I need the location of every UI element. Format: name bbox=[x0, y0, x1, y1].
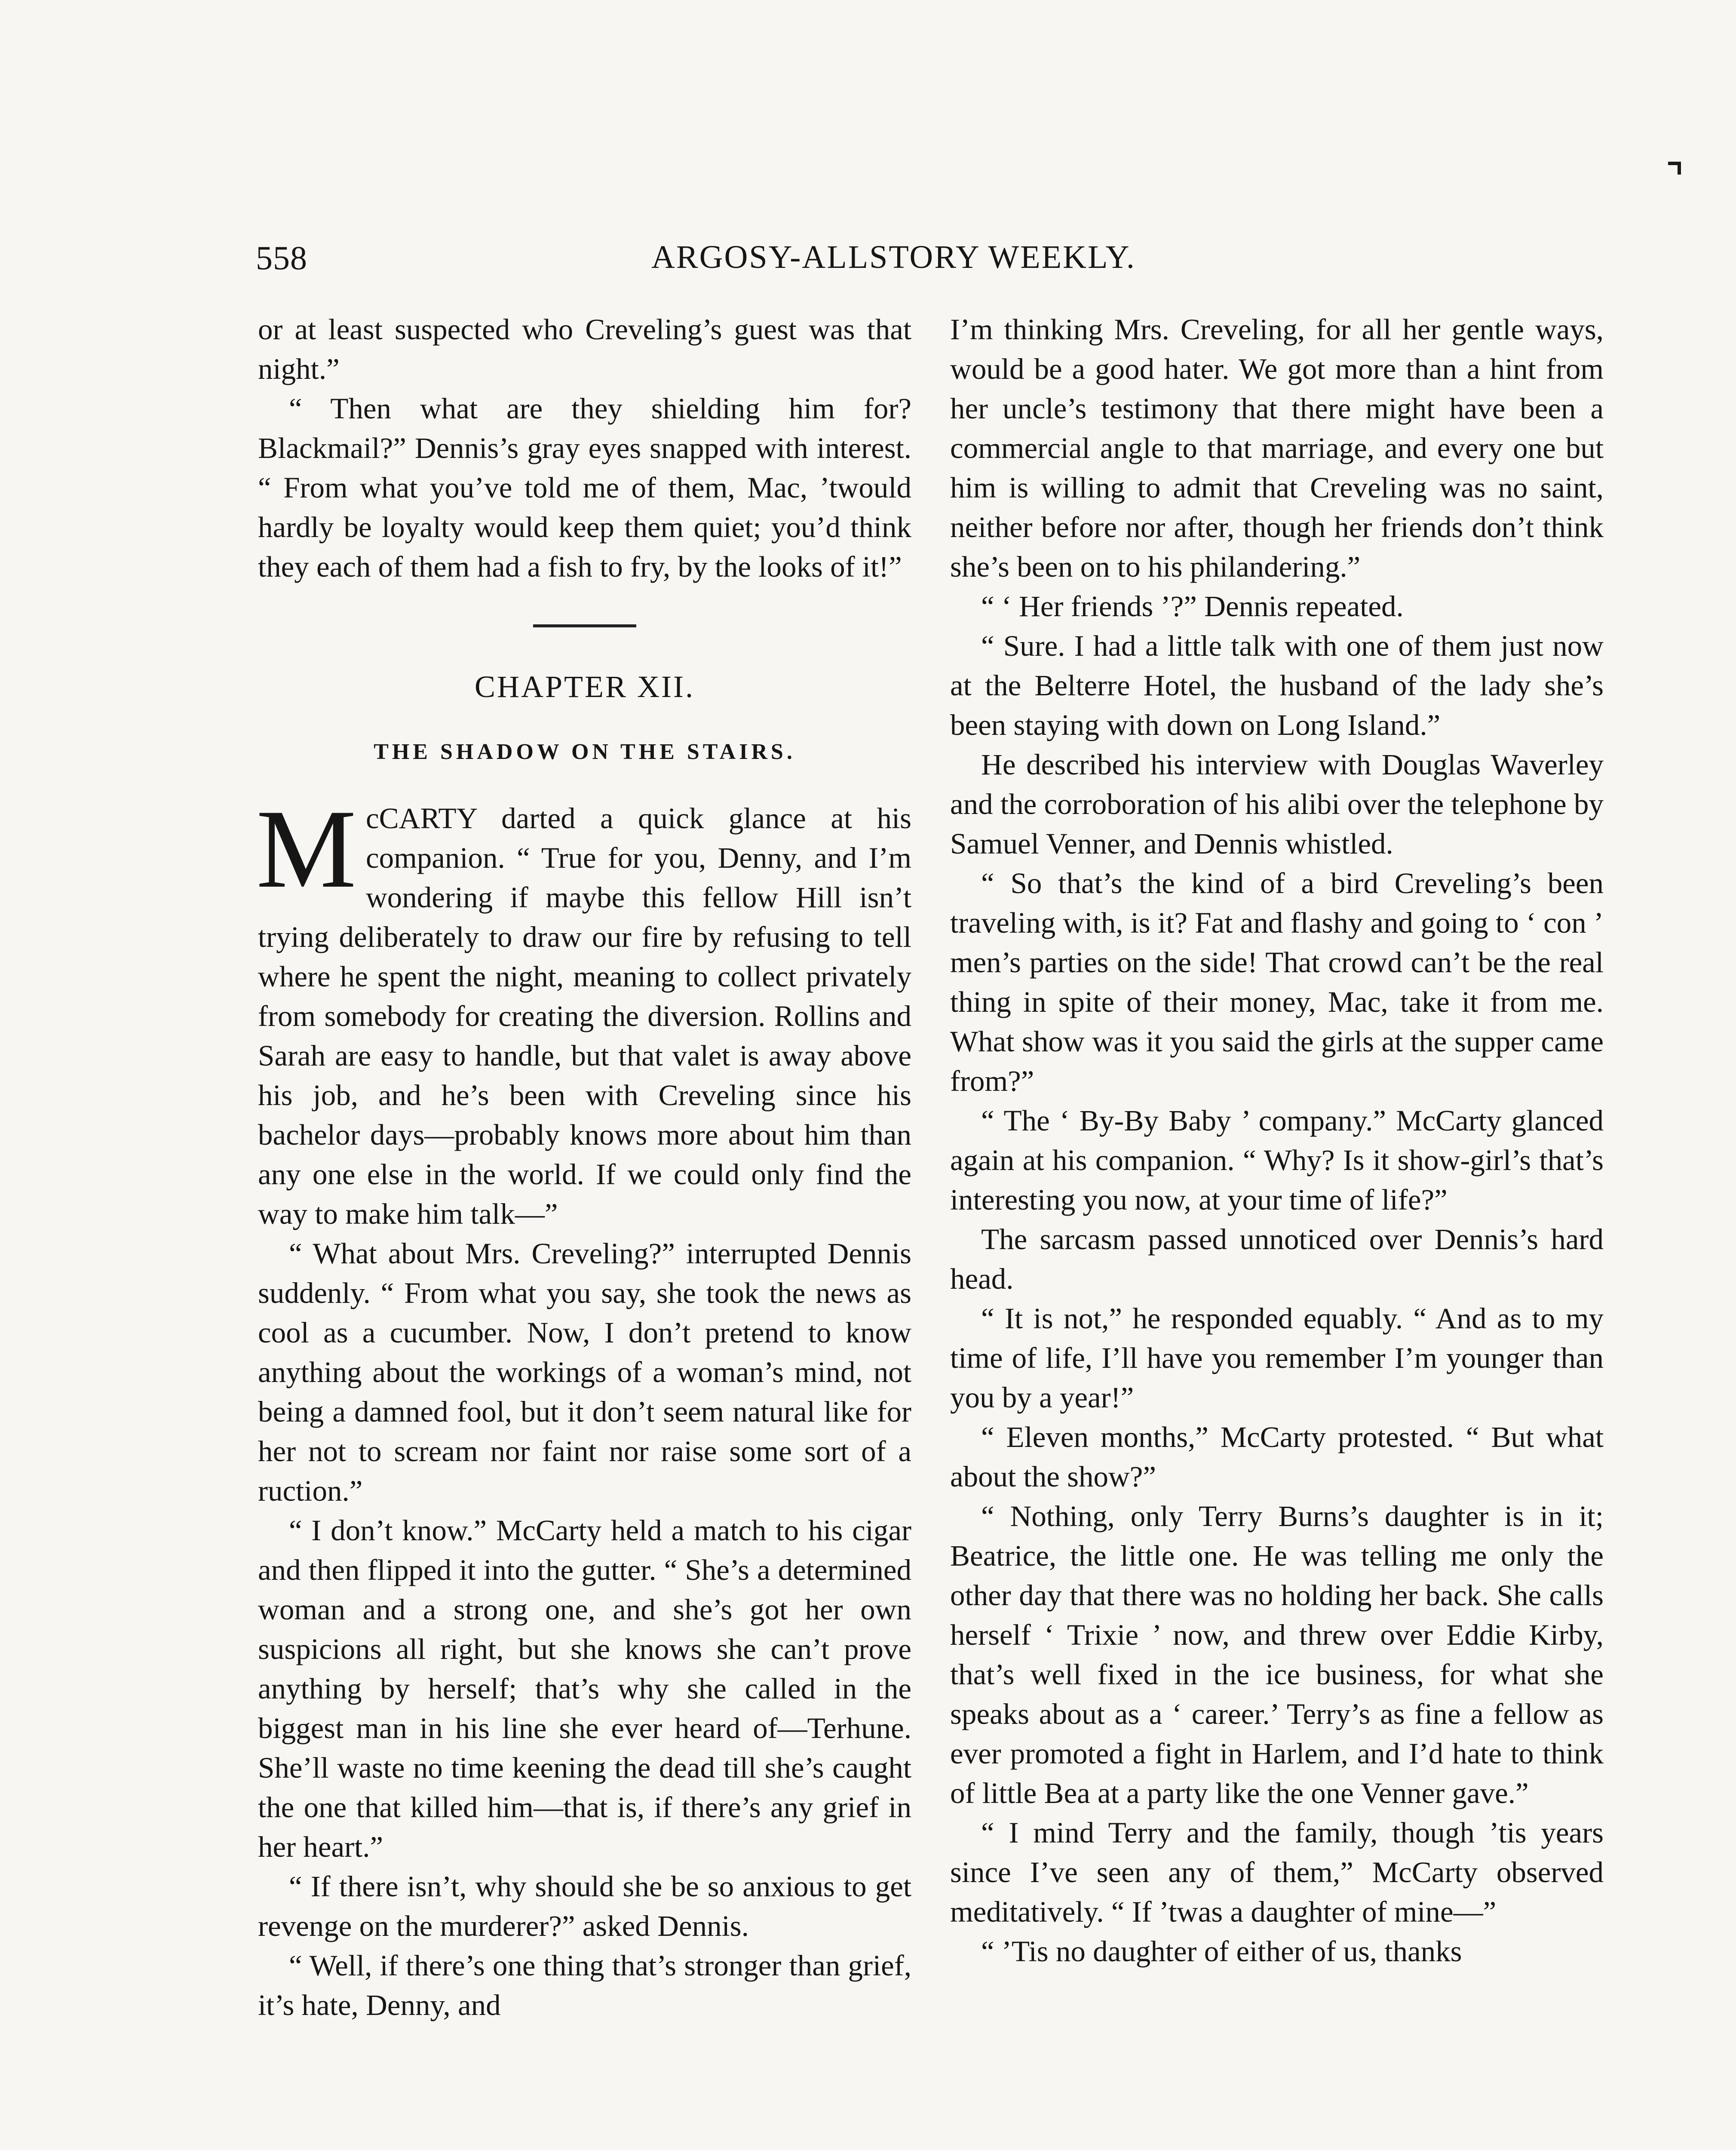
paragraph: The sarcasm passed unnoticed over Dennis’s hard head. bbox=[950, 1223, 1604, 1295]
paragraph: He described his interview with Douglas Waverley and the corroboration of his alibi over the telephone by Samuel Venner, and Dennis whistled. bbox=[950, 748, 1604, 860]
page-header bbox=[256, 239, 1606, 286]
paragraph: “ If there isn’t, why should she be so anxious to get revenge on the murderer?” asked Dennis. bbox=[258, 1870, 911, 1942]
paragraph: “ The ‘ By-By Baby ’ company.” McCarty glanced again at his companion. “ Why? Is it show-girl’s that’s interesting you now, at your time of life?” bbox=[950, 1104, 1604, 1216]
opening-text: cCARTY darted a quick glance at his companion. “ True for you, Denny, and I’m wondering if maybe this fellow Hill isn’t trying deliberately to draw our fire by refusing to tell where he spent the night, meaning to collect privately from somebody for creating the diversion. Rollins and Sarah are easy to handle, but that valet is away above his job, and he’s been with Creveling since his bachelor days—probably knows more about him than any one else in the world. If we could only find the way to make him talk—” bbox=[258, 802, 911, 1230]
paragraph: “ I don’t know.” McCarty held a match to his cigar and then flipped it into the gutter. “ She’s a determined woman and a strong one, and she’s got her own suspicions all right, but she knows she can’t prove anything by herself; that’s why she called in the biggest man in his line she ever heard of—Terhune. She’ll waste no time keening the dead till she’s caught the one that killed him—that is, if there’s any grief in her heart.” bbox=[258, 1514, 911, 1863]
paragraph: “ Well, if there’s one thing that’s stronger than grief, it’s hate, Denny, and bbox=[258, 1949, 911, 2021]
page-number: 558 bbox=[256, 239, 307, 276]
paragraph: “ ’Tis no daughter of either of us, thanks bbox=[981, 1935, 1462, 1968]
paragraph: I’m thinking Mrs. Creveling, for all her gentle ways, would be a good hater. We got more than a hint from her uncle’s testimony that there might have been a commercial angle to that marriage, and every one but him is willing to admit that Creveling was no saint, neither before nor after, though her friends don’t think she’s been on to his philandering.” bbox=[950, 313, 1604, 583]
corner-mark-icon bbox=[1668, 159, 1687, 175]
paragraph: “ What about Mrs. Creveling?” interrupted Dennis suddenly. “ From what you say, she took the news as cool as a cucumber. Now, I don’t pretend to know anything about the workings of a woman’s mind, not being a damned fool, but it don’t seem natural like for her not to scream nor faint nor raise some sort of a ruction.” bbox=[258, 1237, 911, 1507]
paragraph: “ So that’s the kind of a bird Creveling’s been traveling with, is it? Fat and flashy and going to ‘ con ’ men’s parties on the side! That crowd can’t be the real thing in spite of their money, Mac, take it from me. What show was it you said the girls at the supper came from?” bbox=[950, 867, 1604, 1097]
paragraph: “ I mind Terry and the family, though ’tis years since I’ve seen any of them,” McCarty observed meditatively. “ If ’twas a daughter of mine—” bbox=[950, 1816, 1604, 1928]
chapter-subtitle: THE SHADOW ON THE STAIRS. bbox=[374, 740, 796, 764]
running-head: ARGOSY-ALLSTORY WEEKLY. bbox=[651, 239, 1136, 275]
paragraph: “ Nothing, only Terry Burns’s daughter is in it; Beatrice, the little one. He was telling me only the other day that there was no holding her back. She calls herself ‘ Trixie ’ now, and threw over Eddie Kirby, that’s well fixed in the ice business, for what she speaks about as a ‘ career.’ Terry’s as fine a fellow as ever promoted a fight in Harlem, and I’d hate to think of little Bea at a party like the one Venner gave.” bbox=[950, 1500, 1604, 1809]
drop-cap: M bbox=[256, 786, 356, 911]
right-column bbox=[950, 310, 1604, 1971]
opening-paragraph bbox=[256, 786, 911, 1234]
chapter-title: CHAPTER XII. bbox=[475, 670, 695, 704]
section-divider bbox=[533, 624, 636, 627]
left-column bbox=[258, 310, 911, 2025]
paragraph: “ ‘ Her friends ’?” Dennis repeated. bbox=[981, 590, 1404, 623]
paragraph: “ Sure. I had a little talk with one of them just now at the Belterre Hotel, the husband of the lady she’s been staying with down on Long Island.” bbox=[950, 630, 1604, 741]
paragraph: “ Then what are they shielding him for? Blackmail?” Dennis’s gray eyes snapped with interest. “ From what you’ve told me of them, Mac, ’twould hardly be loyalty would keep them quiet; you’d think they each of them had a fish to fry, by the looks of it!” bbox=[258, 392, 911, 583]
paragraph: “ It is not,” he responded equably. “ And as to my time of life, I’ll have you remember I’m younger than you by a year!” bbox=[950, 1302, 1604, 1414]
paragraph: or at least suspected who Creveling’s guest was that night.” bbox=[258, 313, 911, 385]
paragraph: “ Eleven months,” McCarty protested. “ But what about the show?” bbox=[950, 1421, 1604, 1493]
